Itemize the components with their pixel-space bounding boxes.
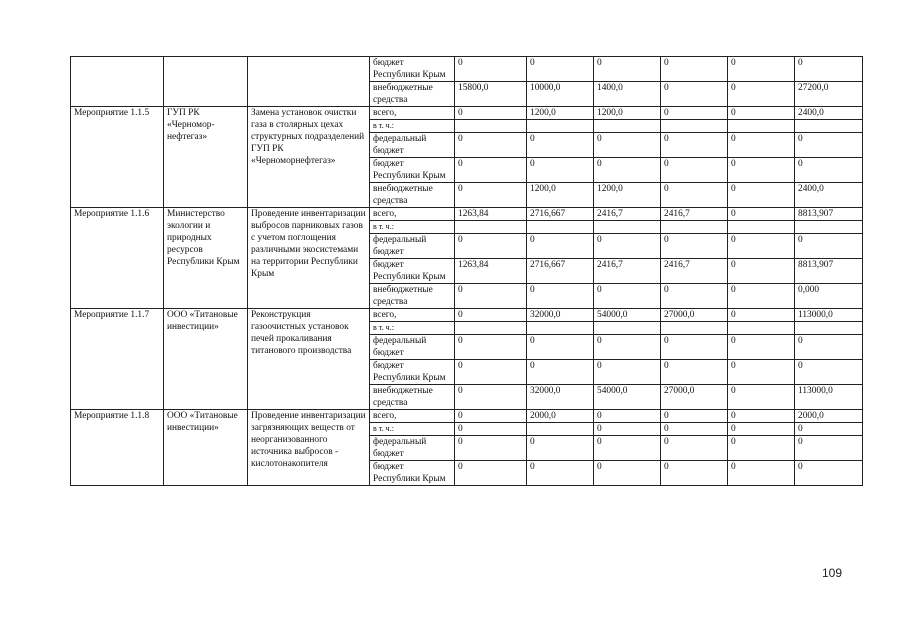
value-cell: 0 <box>728 284 795 309</box>
total-cell: 0,000 <box>795 284 863 309</box>
total-cell: 2400,0 <box>795 107 863 120</box>
measure-id-cell: Мероприятие 1.1.7 <box>71 309 164 410</box>
executor-cell: Министерство экологии и природных ресурсов Республики Крым <box>164 208 248 309</box>
value-cell: 2416,7 <box>661 259 728 284</box>
funding-source-cell: в т. ч.: <box>370 120 455 133</box>
value-cell: 0 <box>527 57 594 82</box>
value-cell: 0 <box>661 57 728 82</box>
total-cell: 0 <box>795 360 863 385</box>
value-cell: 0 <box>527 133 594 158</box>
value-cell: 0 <box>455 335 527 360</box>
table-row <box>71 309 863 322</box>
value-cell: 0 <box>728 360 795 385</box>
value-cell <box>455 322 527 335</box>
value-cell: 1200,0 <box>594 107 661 120</box>
value-cell: 0 <box>455 436 527 461</box>
value-cell <box>661 221 728 234</box>
total-cell: 0 <box>795 234 863 259</box>
value-cell: 0 <box>455 133 527 158</box>
value-cell: 0 <box>455 360 527 385</box>
value-cell: 1200,0 <box>594 183 661 208</box>
value-cell: 0 <box>527 360 594 385</box>
value-cell: 0 <box>527 436 594 461</box>
table-row <box>71 57 863 82</box>
value-cell: 0 <box>455 183 527 208</box>
value-cell: 0 <box>594 436 661 461</box>
value-cell: 27000,0 <box>661 309 728 322</box>
value-cell: 2716,667 <box>527 208 594 221</box>
value-cell <box>661 322 728 335</box>
value-cell: 0 <box>728 208 795 221</box>
value-cell: 10000,0 <box>527 82 594 107</box>
value-cell <box>455 221 527 234</box>
funding-source-cell: бюджет Республики Крым <box>370 259 455 284</box>
value-cell: 0 <box>594 133 661 158</box>
value-cell <box>455 120 527 133</box>
value-cell <box>728 221 795 234</box>
total-cell: 27200,0 <box>795 82 863 107</box>
value-cell: 0 <box>728 436 795 461</box>
value-cell: 0 <box>728 57 795 82</box>
value-cell: 54000,0 <box>594 385 661 410</box>
value-cell: 0 <box>728 133 795 158</box>
value-cell <box>728 322 795 335</box>
funding-source-cell: бюджет Республики Крым <box>370 360 455 385</box>
executor-cell: ООО «Титановые инвестиции» <box>164 410 248 486</box>
executor-cell <box>164 57 248 107</box>
measure-id-cell: Мероприятие 1.1.6 <box>71 208 164 309</box>
value-cell: 0 <box>594 234 661 259</box>
value-cell: 1200,0 <box>527 107 594 120</box>
value-cell: 0 <box>594 461 661 486</box>
total-cell: 8813,907 <box>795 208 863 221</box>
page-number: 109 <box>822 566 843 580</box>
value-cell: 0 <box>661 183 728 208</box>
value-cell <box>594 322 661 335</box>
total-cell: 0 <box>795 335 863 360</box>
value-cell <box>527 221 594 234</box>
value-cell: 0 <box>594 158 661 183</box>
value-cell: 32000,0 <box>527 309 594 322</box>
value-cell: 0 <box>594 410 661 423</box>
value-cell: 0 <box>455 158 527 183</box>
value-cell: 0 <box>594 360 661 385</box>
value-cell: 0 <box>728 234 795 259</box>
total-cell: 8813,907 <box>795 259 863 284</box>
value-cell: 0 <box>455 309 527 322</box>
description-cell <box>248 57 370 107</box>
funding-source-cell: федеральный бюджет <box>370 133 455 158</box>
funding-source-cell: всего, <box>370 309 455 322</box>
description-cell: Реконструкция газоочистных установок печей прокаливания титанового производства <box>248 309 370 410</box>
value-cell <box>527 120 594 133</box>
funding-source-cell: внебюджетные средства <box>370 82 455 107</box>
value-cell: 54000,0 <box>594 309 661 322</box>
value-cell: 15800,0 <box>455 82 527 107</box>
total-cell <box>795 221 863 234</box>
value-cell: 2716,667 <box>527 259 594 284</box>
funding-source-cell: внебюджетные средства <box>370 385 455 410</box>
value-cell <box>728 120 795 133</box>
value-cell: 1263,84 <box>455 208 527 221</box>
value-cell: 2416,7 <box>661 208 728 221</box>
value-cell: 0 <box>728 309 795 322</box>
value-cell <box>527 423 594 436</box>
value-cell: 0 <box>728 385 795 410</box>
funding-source-cell: федеральный бюджет <box>370 234 455 259</box>
value-cell: 0 <box>594 284 661 309</box>
value-cell: 0 <box>455 461 527 486</box>
funding-source-cell: внебюджетные средства <box>370 183 455 208</box>
value-cell: 0 <box>728 410 795 423</box>
total-cell: 0 <box>795 57 863 82</box>
value-cell: 0 <box>455 423 527 436</box>
value-cell: 0 <box>728 335 795 360</box>
value-cell: 0 <box>661 284 728 309</box>
table-row <box>71 208 863 221</box>
value-cell: 0 <box>594 57 661 82</box>
executor-cell: ГУП РК «Черномор-нефтегаз» <box>164 107 248 208</box>
table-row <box>71 107 863 120</box>
measure-id-cell <box>71 57 164 107</box>
value-cell: 0 <box>728 423 795 436</box>
value-cell: 2000,0 <box>527 410 594 423</box>
table-row <box>71 410 863 423</box>
value-cell: 0 <box>661 335 728 360</box>
value-cell: 0 <box>455 410 527 423</box>
total-cell: 113000,0 <box>795 385 863 410</box>
value-cell: 0 <box>455 385 527 410</box>
value-cell: 0 <box>661 461 728 486</box>
measure-id-cell: Мероприятие 1.1.5 <box>71 107 164 208</box>
total-cell: 0 <box>795 436 863 461</box>
value-cell: 0 <box>527 234 594 259</box>
value-cell: 0 <box>527 284 594 309</box>
total-cell: 0 <box>795 423 863 436</box>
description-cell: Замена установок очистки газа в столярных цехах структурных подразделений ГУП РК «Черноморнефтегаз» <box>248 107 370 208</box>
value-cell: 0 <box>728 183 795 208</box>
value-cell <box>594 221 661 234</box>
value-cell: 0 <box>661 234 728 259</box>
value-cell: 0 <box>661 133 728 158</box>
value-cell: 0 <box>527 335 594 360</box>
description-cell: Проведение инвентаризации выбросов парниковых газов с учетом поглощения различными экосистемами на территории Республики Крым <box>248 208 370 309</box>
value-cell: 0 <box>728 107 795 120</box>
value-cell: 0 <box>455 284 527 309</box>
funding-source-cell: внебюджетные средства <box>370 284 455 309</box>
value-cell: 0 <box>661 423 728 436</box>
value-cell: 2416,7 <box>594 208 661 221</box>
value-cell: 0 <box>728 82 795 107</box>
value-cell: 27000,0 <box>661 385 728 410</box>
funding-source-cell: в т. ч.: <box>370 221 455 234</box>
value-cell: 0 <box>661 410 728 423</box>
value-cell <box>527 322 594 335</box>
value-cell: 0 <box>728 259 795 284</box>
total-cell: 0 <box>795 461 863 486</box>
total-cell: 0 <box>795 133 863 158</box>
value-cell: 1400,0 <box>594 82 661 107</box>
total-cell: 2400,0 <box>795 183 863 208</box>
value-cell: 1200,0 <box>527 183 594 208</box>
description-cell: Проведение инвентаризации загрязняющих веществ от неорганизованного источника выбросов - кислотонакопителя <box>248 410 370 486</box>
value-cell: 0 <box>661 107 728 120</box>
value-cell: 0 <box>661 360 728 385</box>
funding-source-cell: федеральный бюджет <box>370 335 455 360</box>
total-cell: 113000,0 <box>795 309 863 322</box>
budget-table <box>70 56 863 486</box>
value-cell: 0 <box>728 158 795 183</box>
value-cell <box>594 120 661 133</box>
funding-source-cell: всего, <box>370 107 455 120</box>
value-cell: 0 <box>455 107 527 120</box>
funding-source-cell: бюджет Республики Крым <box>370 158 455 183</box>
value-cell: 0 <box>455 57 527 82</box>
value-cell: 0 <box>527 461 594 486</box>
total-cell <box>795 322 863 335</box>
value-cell: 0 <box>455 234 527 259</box>
value-cell: 0 <box>594 423 661 436</box>
total-cell: 2000,0 <box>795 410 863 423</box>
value-cell: 0 <box>728 461 795 486</box>
total-cell: 0 <box>795 158 863 183</box>
executor-cell: ООО «Титановые инвестиции» <box>164 309 248 410</box>
value-cell: 0 <box>661 158 728 183</box>
table-body <box>71 57 863 486</box>
value-cell: 0 <box>661 82 728 107</box>
value-cell: 0 <box>594 335 661 360</box>
funding-source-cell: в т. ч.: <box>370 322 455 335</box>
funding-source-cell: всего, <box>370 208 455 221</box>
value-cell: 32000,0 <box>527 385 594 410</box>
funding-source-cell: всего, <box>370 410 455 423</box>
funding-source-cell: бюджет Республики Крым <box>370 461 455 486</box>
funding-source-cell: бюджет Республики Крым <box>370 57 455 82</box>
value-cell <box>661 120 728 133</box>
measure-id-cell: Мероприятие 1.1.8 <box>71 410 164 486</box>
value-cell: 0 <box>527 158 594 183</box>
value-cell: 0 <box>661 436 728 461</box>
value-cell: 2416,7 <box>594 259 661 284</box>
value-cell: 1263,84 <box>455 259 527 284</box>
funding-source-cell: в т. ч.: <box>370 423 455 436</box>
total-cell <box>795 120 863 133</box>
funding-source-cell: федеральный бюджет <box>370 436 455 461</box>
